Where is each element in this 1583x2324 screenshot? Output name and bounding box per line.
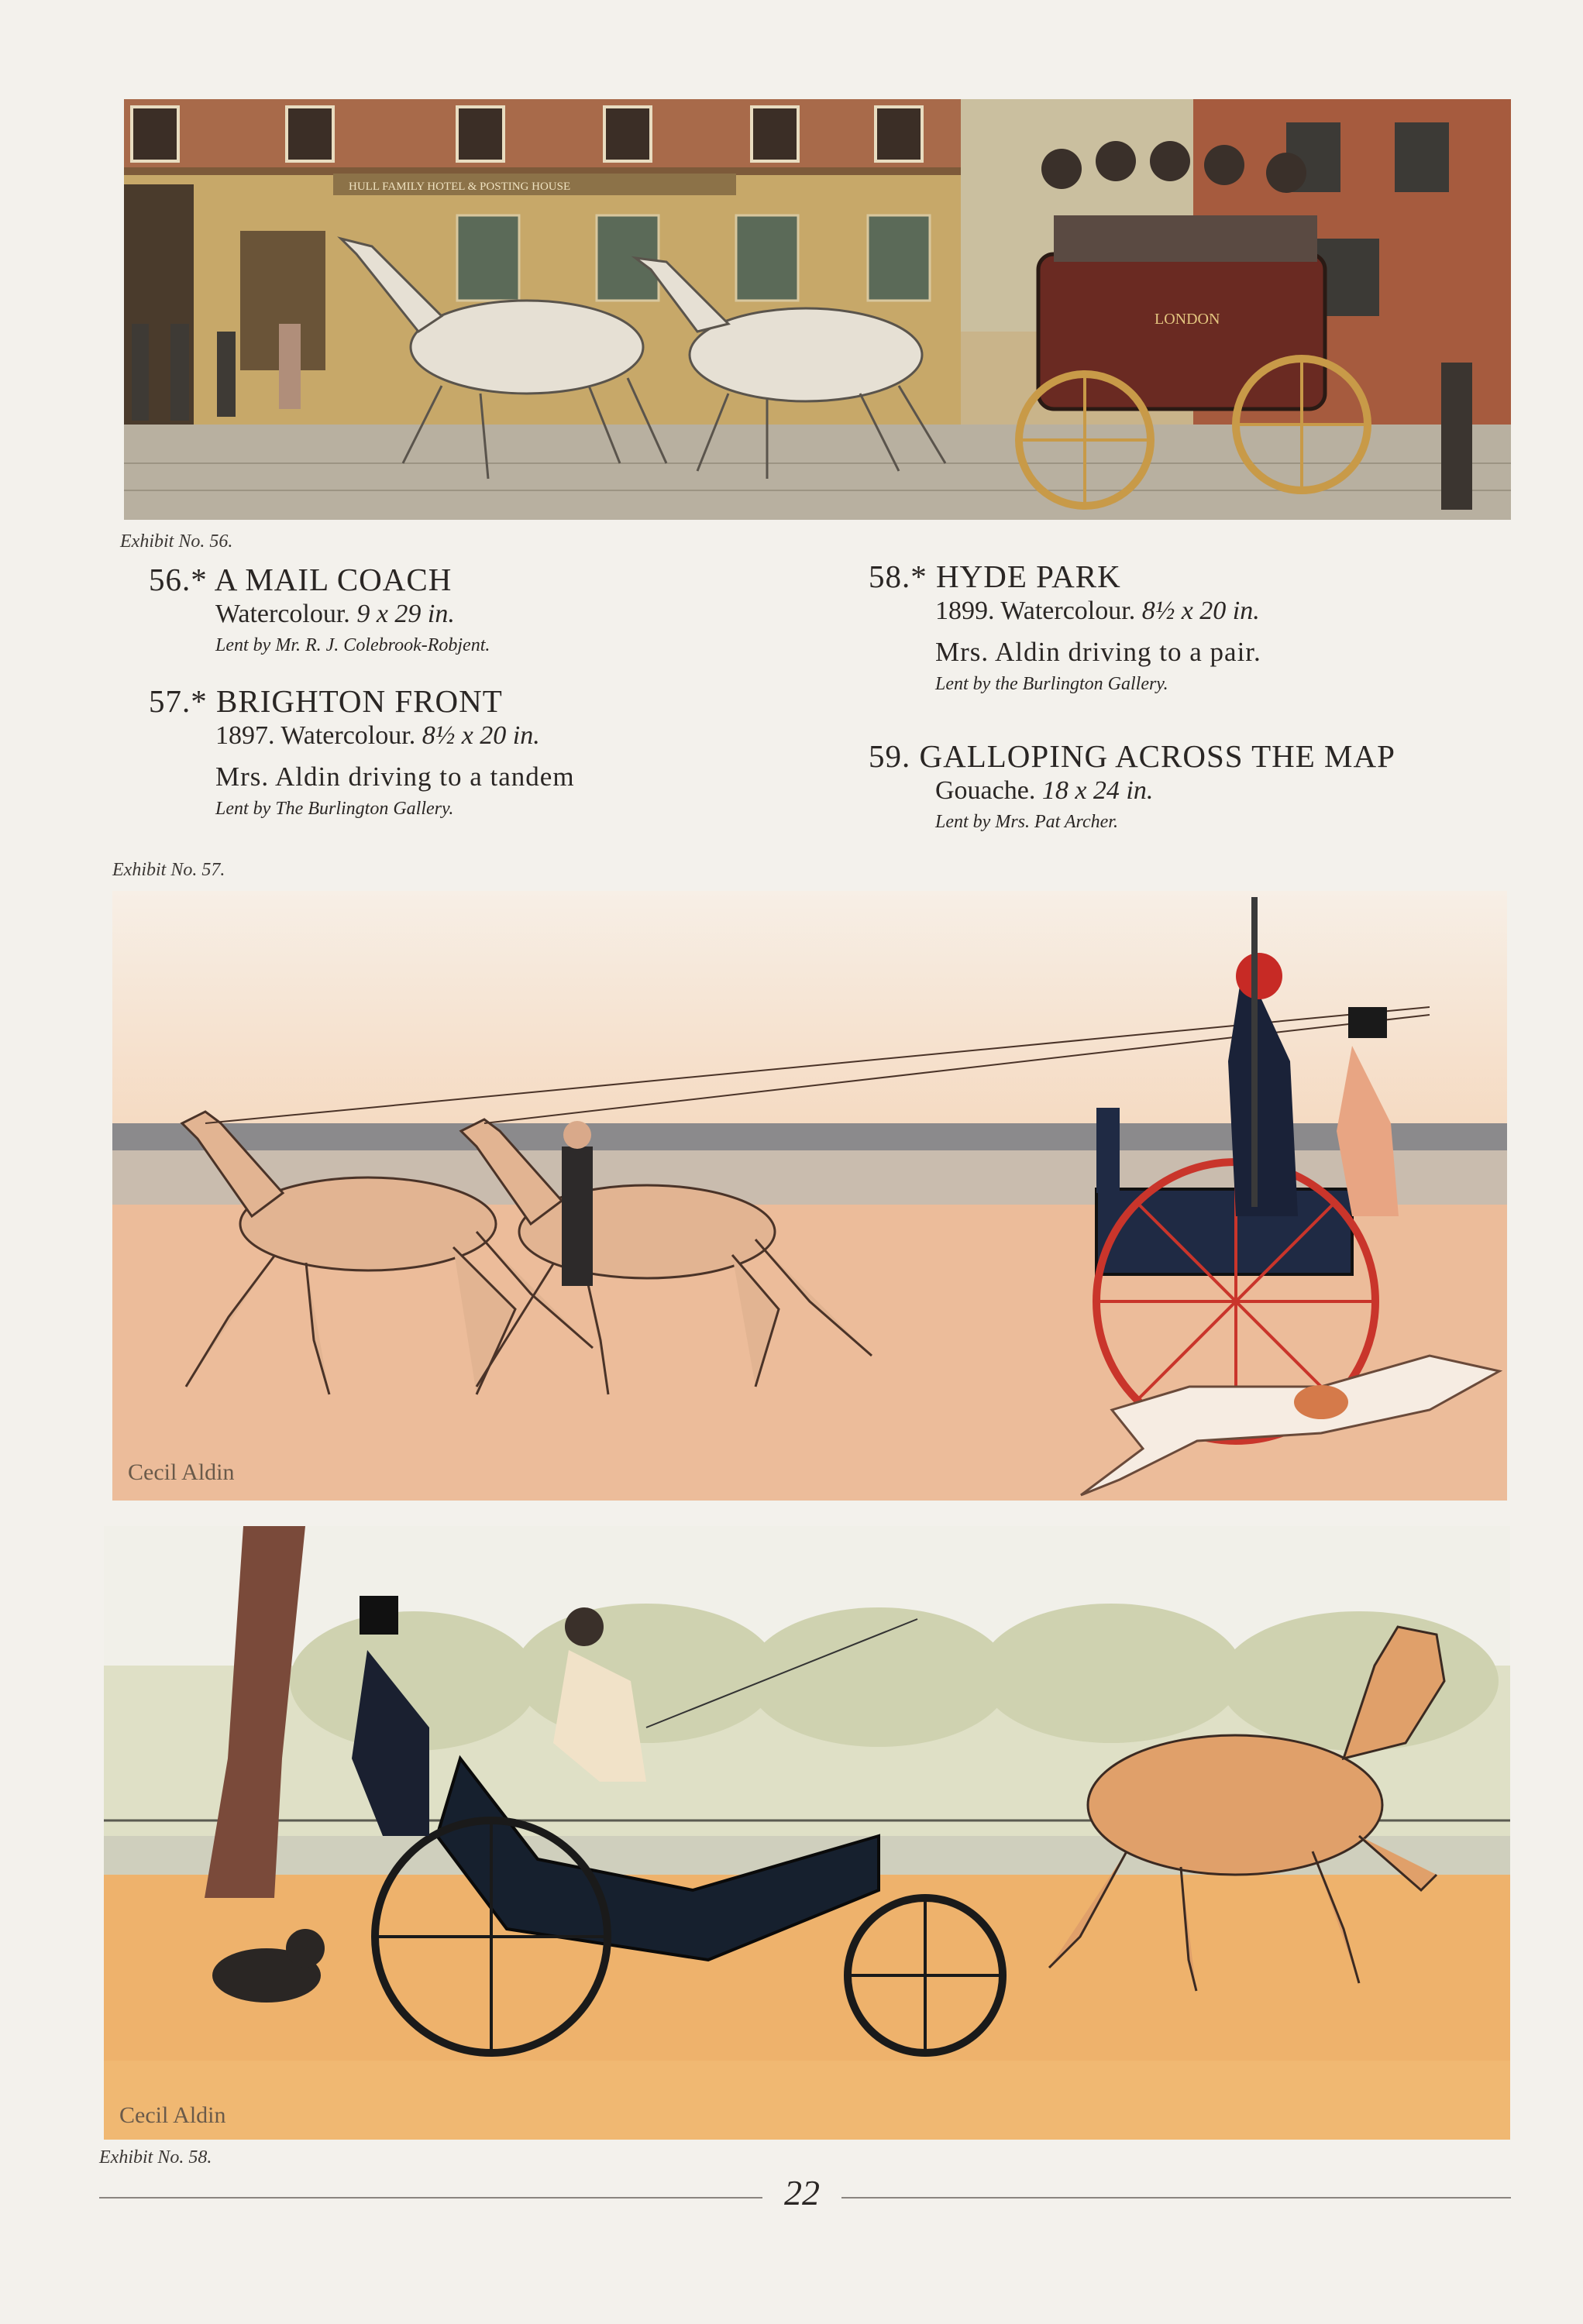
entry-size: 9 x 29 in. bbox=[356, 600, 455, 628]
entry-medium-line bbox=[935, 776, 1395, 806]
entry-title: BRIGHTON FRONT bbox=[216, 683, 503, 719]
hyde-park-painting bbox=[104, 1526, 1510, 2140]
entry-medium: 1897. Watercolour. bbox=[215, 721, 416, 750]
page-number: 22 bbox=[784, 2173, 820, 2212]
entry-description: Mrs. Aldin driving to a pair. bbox=[935, 637, 1261, 667]
entry-description: Mrs. Aldin driving to a tandem bbox=[215, 761, 575, 792]
figure-caption: Exhibit No. 58. bbox=[99, 2147, 212, 2168]
entry-medium-line bbox=[935, 596, 1261, 626]
entry-title: HYDE PARK bbox=[936, 559, 1121, 594]
footer-rule-left bbox=[99, 2197, 762, 2199]
entry-lender: Lent by Mr. R. J. Colebrook-Robjent. bbox=[215, 635, 490, 655]
mail-coach-painting bbox=[124, 99, 1511, 520]
entry-number: 59. bbox=[869, 738, 911, 774]
brighton-front-painting bbox=[112, 891, 1507, 1501]
entry-heading bbox=[869, 558, 1261, 595]
entry-lender: Lent by the Burlington Gallery. bbox=[935, 674, 1168, 694]
footer-rule-right bbox=[841, 2197, 1511, 2199]
catalogue-entry bbox=[869, 558, 1261, 695]
hotel-sign-text: HULL FAMILY HOTEL & POSTING HOUSE bbox=[349, 180, 571, 193]
entry-medium: 1899. Watercolour. bbox=[935, 596, 1136, 625]
figure-caption: Exhibit No. 57. bbox=[112, 860, 225, 880]
svg-text:Cecil Aldin: Cecil Aldin bbox=[119, 2102, 226, 2128]
entry-lender: Lent by Mrs. Pat Archer. bbox=[935, 812, 1118, 832]
catalogue-entry bbox=[149, 682, 575, 820]
entry-size: 18 x 24 in. bbox=[1041, 776, 1154, 805]
entry-number: 56.* bbox=[149, 562, 208, 597]
entry-heading bbox=[149, 682, 575, 720]
entry-heading bbox=[869, 737, 1395, 775]
entry-size: 8½ x 20 in. bbox=[1141, 596, 1260, 625]
entry-size: 8½ x 20 in. bbox=[422, 721, 540, 750]
entry-number: 58.* bbox=[869, 559, 927, 594]
entry-medium: Watercolour. bbox=[215, 600, 350, 628]
catalogue-entry bbox=[869, 737, 1395, 833]
entry-medium-line bbox=[215, 600, 490, 629]
catalogue-entry bbox=[149, 561, 490, 656]
svg-text:Cecil Aldin: Cecil Aldin bbox=[128, 1459, 235, 1485]
figure-caption: Exhibit No. 56. bbox=[120, 531, 233, 552]
entry-medium: Gouache. bbox=[935, 776, 1036, 805]
coach-door-text: LONDON bbox=[1155, 311, 1220, 328]
entry-heading bbox=[149, 561, 490, 598]
entry-title: A MAIL COACH bbox=[214, 562, 453, 597]
entry-medium-line bbox=[215, 721, 575, 751]
entry-title: GALLOPING ACROSS THE MAP bbox=[919, 738, 1395, 774]
entry-number: 57.* bbox=[149, 683, 208, 719]
entry-lender: Lent by The Burlington Gallery. bbox=[215, 799, 454, 819]
